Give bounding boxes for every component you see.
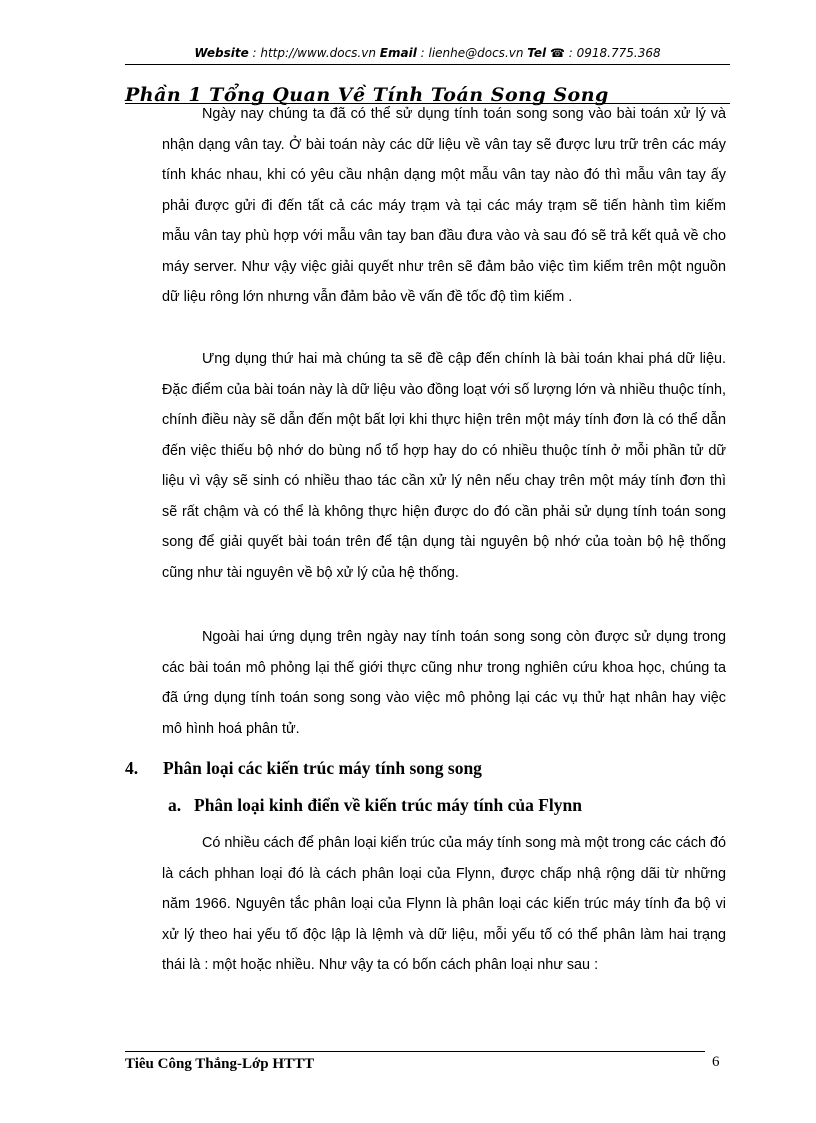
paragraph-flynn	[162, 828, 726, 981]
paragraph-fingerprint	[162, 99, 726, 313]
phone-icon: ☎	[550, 46, 565, 60]
paragraph-data-mining	[162, 344, 726, 588]
email-label: Email	[379, 46, 417, 60]
paragraph-text: Ngoài hai ứng dụng trên ngày nay tính toán song song còn được sử dụng trong các bài toán mô phỏng lại thế giới thực cũng như trong nghiên cứu khoa học, chúng ta đã ứng dụng tính toán song song vào việc mô phỏng lại các vụ thử hạt nhân hay việc mô hình hoá phân tử.	[162, 629, 726, 737]
email-value: : lienhe@docs.vn	[416, 46, 528, 60]
footer-rule	[125, 1051, 705, 1052]
section-number: 4.	[125, 758, 139, 778]
footer-author: Tiêu Công Thắng-Lớp HTTT	[125, 1056, 315, 1072]
tel-label: Tel	[527, 46, 547, 60]
paragraph-text: Ngày nay chúng ta đã có thể sử dụng tính toán song song vào bài toán xử lý và nhận dạng vân tay. Ở bài toán này các dữ liệu về vân tay sẽ được lưu trữ trên các máy tính khác nhau, khi có yêu cầu nhận dạng một mẫu vân tay nào đó thì mẫu vân tay ấy phải được gửi đi đến tất cả các máy trạm và tại các máy trạm sẽ tiến hành tìm kiếm mẫu vân tay phù hợp với mẫu vân tay ban đầu đưa vào và sau đó sẽ trả kết quả về cho máy server. Như vậy việc giải quyết như trên sẽ đảm bảo việc tìm kiếm trên một nguồn dữ liệu rông lớn nhưng vẫn đảm bảo về vấn đề tốc độ tìm kiếm .	[162, 106, 726, 305]
paragraph-simulation	[162, 622, 726, 744]
website-value: : http://www.docs.vn	[248, 46, 380, 60]
subsection-heading	[168, 795, 582, 816]
site-header	[125, 46, 730, 60]
part-title: Phần 1 Tổng Quan Về Tính Toán Song Song	[125, 84, 609, 106]
paragraph-text: Ưng dụng thứ hai mà chúng ta sẽ đề cập đến chính là bài toán khai phá dữ liệu. Đặc điểm của bài toán này là dữ liệu vào đồng loạt với số lượng lớn và nhiều thuộc tính, chính điều này sẽ dẫn đến một bất lợi khi thực hiện trên một máy tính đơn là có thể dẫn đến việc thiếu bộ nhớ do bùng nổ tổ hợp hay do có nhiều thuộc tính ở mỗi phần tử dữ liệu vì vậy sẽ sinh có nhiều thao tác cần xử lý nên nếu chay trên một máy tính đơn thì sẽ rất chậm và có thể là không thực hiện được do đó cần phải sử dụng tính toán song song để giải quyết bài toán trên để tận dụng tài nguyên bộ nhớ của toàn bộ hệ thống cũng như tài nguyên về bộ xử lý của hệ thống.	[162, 351, 726, 581]
website-label: Website	[194, 46, 249, 60]
subsection-title: Phân loại kinh điển về kiến trúc máy tính của Flynn	[194, 795, 582, 815]
subsection-letter: a.	[168, 795, 182, 815]
paragraph-text: Có nhiều cách để phân loại kiến trúc của máy tính song mà một trong các cách đó là cách phhan loại đó là cách phân loại của Flynn, được chấp nhậ rộng dãi từ những năm 1966. Nguyên tắc phân loại của Flynn là phân loại các kiến trúc máy tính đa bộ vi xử lý theo hai yếu tố độc lập là lệmh và dữ liệu, mỗi yếu tố có thể phân làm hai trạng thái là : một hoặc nhiều. Như vậy ta có bốn cách phân loại như sau :	[162, 835, 726, 973]
tel-value: : 0918.775.368	[564, 46, 661, 60]
header-rule	[125, 64, 730, 65]
section-heading	[125, 758, 482, 779]
section-title: Phân loại các kiến trúc máy tính song song	[163, 758, 482, 778]
page-number: 6	[712, 1054, 720, 1070]
